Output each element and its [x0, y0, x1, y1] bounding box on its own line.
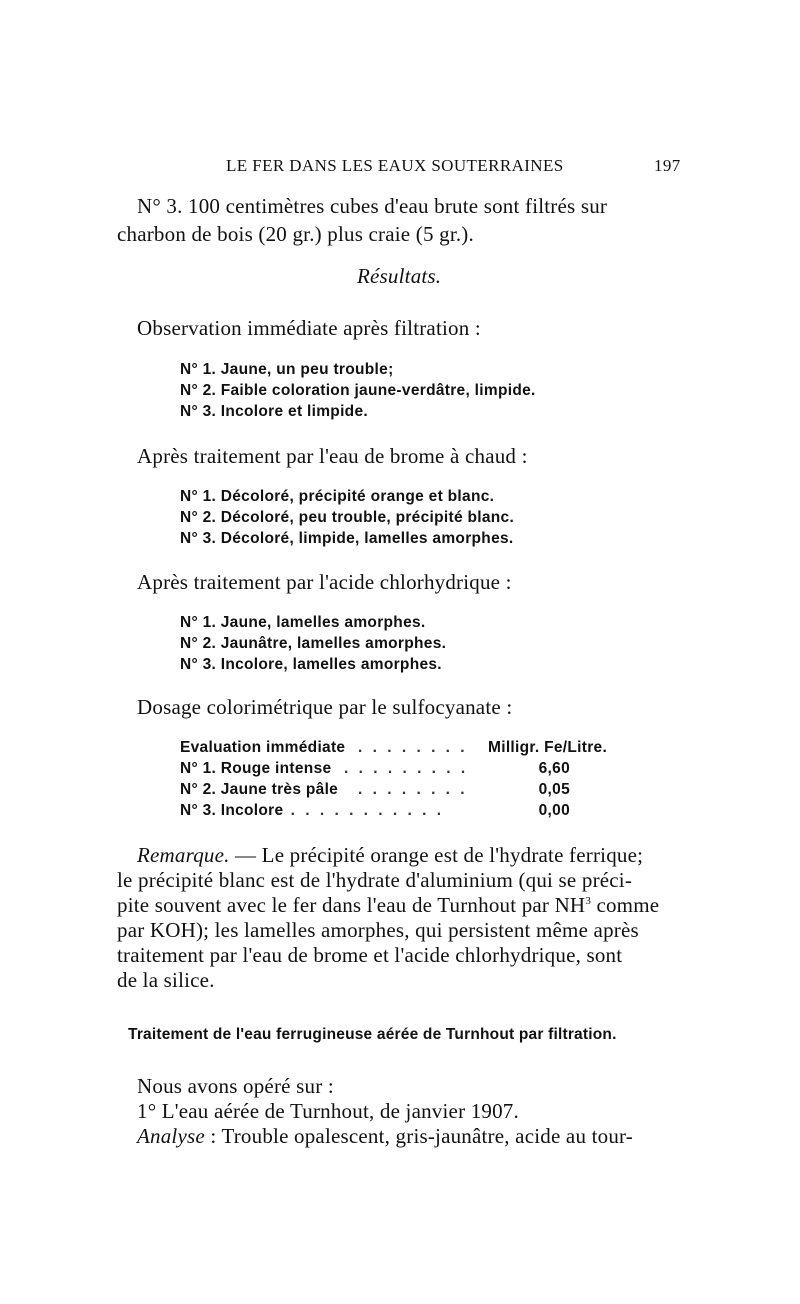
closing-line-2: 1° L'eau aérée de Turnhout, de janvier 1907.: [137, 1099, 519, 1123]
running-header-title: LE FER DANS LES EAUX SOUTERRAINES: [226, 156, 564, 175]
table-row-value: 6,60: [538, 760, 570, 777]
remark-line-4: par KOH); les lamelles amorphes, qui persistent même après: [117, 918, 639, 942]
table-row-label: N° 3. Incolore: [180, 802, 284, 819]
list-item: N° 2. Jaunâtre, lamelles amorphes.: [180, 635, 447, 652]
closing-line-3-text: : Trouble opalescent, gris-jaunâtre, acide au tour-: [204, 1124, 633, 1148]
table-row-label: N° 1. Rouge intense: [180, 760, 332, 777]
table-row-value: 0,05: [538, 781, 570, 798]
remark-line-3: [117, 893, 659, 918]
section-title: Traitement de l'eau ferrugineuse aérée de Turnhout par filtration.: [128, 1026, 617, 1043]
leader-dots: . . . . . . . .: [358, 739, 468, 756]
list-item: N° 1. Jaune, lamelles amorphes.: [180, 614, 426, 631]
remark-line-6: de la silice.: [117, 968, 215, 992]
page-number: 197: [654, 156, 681, 175]
results-heading: Résultats.: [357, 264, 442, 288]
remark-line-1-text: — Le précipité orange est de l'hydrate ferrique;: [235, 843, 644, 867]
list-item: N° 3. Décoloré, limpide, lamelles amorphes.: [180, 530, 514, 547]
closing-line-1: Nous avons opéré sur :: [137, 1074, 334, 1098]
list-item: N° 2. Faible coloration jaune-verdâtre, limpide.: [180, 382, 536, 399]
list-item: N° 3. Incolore et limpide.: [180, 403, 368, 420]
list-item: N° 3. Incolore, lamelles amorphes.: [180, 656, 442, 673]
section-heading-observation: Observation immédiate après filtration :: [137, 316, 481, 340]
remark-line-1: [137, 843, 643, 868]
list-item: N° 2. Décoloré, peu trouble, précipité blanc.: [180, 509, 515, 526]
intro-line-1: N° 3. 100 centimètres cubes d'eau brute sont filtrés sur: [137, 194, 608, 218]
closing-line-3: [137, 1124, 633, 1149]
section-heading-dosage: Dosage colorimétrique par le sulfocyanate :: [137, 695, 513, 719]
dosage-header-label: Evaluation immédiate: [180, 739, 346, 756]
leader-dots: . . . . . . . .: [358, 781, 468, 798]
remark-line-3-end: comme: [591, 893, 660, 917]
superscript: 3: [585, 895, 592, 907]
dosage-header-unit: Milligr. Fe/Litre.: [488, 739, 608, 756]
section-heading-brome: Après traitement par l'eau de brome à chaud :: [137, 444, 528, 468]
list-item: N° 1. Jaune, un peu trouble;: [180, 361, 394, 378]
remark-line-3-text: pite souvent avec le fer dans l'eau de Turnhout par NH: [117, 893, 586, 917]
intro-line-2: charbon de bois (20 gr.) plus craie (5 gr.).: [117, 222, 474, 246]
section-heading-acide: Après traitement par l'acide chlorhydrique :: [137, 570, 512, 594]
list-item: N° 1. Décoloré, précipité orange et blanc.: [180, 488, 495, 505]
remark-line-2: le précipité blanc est de l'hydrate d'aluminium (qui se préci-: [117, 868, 633, 892]
leader-dots: . . . . . . . . . . . .: [276, 802, 445, 819]
remark-term: Remarque.: [137, 843, 230, 867]
table-row-label: N° 2. Jaune très pâle: [180, 781, 339, 798]
remark-line-5: traitement par l'eau de brome et l'acide chlorhydrique, sont: [117, 943, 623, 967]
leader-dots: . . . . . . . . .: [344, 760, 469, 777]
analyse-term: Analyse: [137, 1124, 205, 1148]
table-row-value: 0,00: [538, 802, 570, 819]
